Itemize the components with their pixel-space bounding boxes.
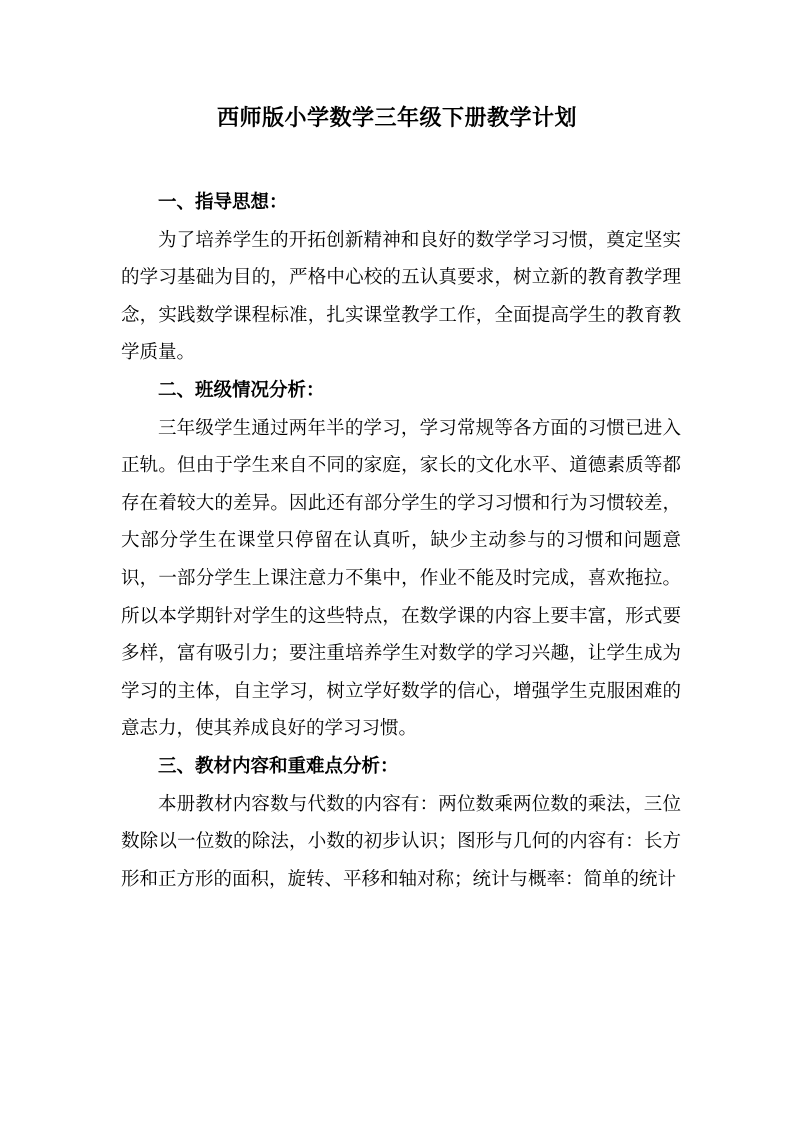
document-body bbox=[121, 184, 681, 898]
section-heading-guiding-ideology: 一、指导思想： bbox=[158, 192, 288, 213]
section-heading-class-analysis: 二、班级情况分析： bbox=[158, 379, 325, 401]
section-paragraph-textbook-analysis: 本册教材内容数与代数的内容有：两位数乘两位数的乘法，三位数除以一位数的除法，小数的初步认识；图形与几何的内容有：长方形和正方形的面积，旋转、平移和轴对称；统计与概率：简单的统计 bbox=[121, 793, 681, 890]
section-paragraph-class-analysis: 三年级学生通过两年半的学习，学习常规等各方面的习惯已进入正轨。但由于学生来自不同的家庭，家长的文化水平、道德素质等都存在着较大的差异。因此还有部分学生的学习习惯和行为习惯较差，大部分学生在课堂只停留在认真听，缺少主动参与的习惯和问题意识，一部分学生上课注意力不集中，作业不能及时完成，喜欢拖拉。所以本学期针对学生的这些特点，在数学课的内容上要丰富，形式要多样，富有吸引力；要注重培养学生对数学的学习兴趣，让学生成为学习的主体，自主学习，树立学好数学的信心，增强学生克服困难的意志力，使其养成良好的学习习惯。 bbox=[121, 417, 681, 740]
section-heading-textbook-analysis: 三、教材内容和重难点分析： bbox=[158, 755, 399, 777]
document-title: 西师版小学数学三年级下册教学计划 bbox=[216, 105, 577, 131]
section-paragraph-guiding-ideology: 为了培养学生的开拓创新精神和良好的数学学习习惯，奠定坚实的学习基础为目的，严格中心校的五认真要求，树立新的教育教学理念，实践数学课程标准，扎实课堂教学工作，全面提高学生的教育教学质量。 bbox=[121, 229, 681, 364]
